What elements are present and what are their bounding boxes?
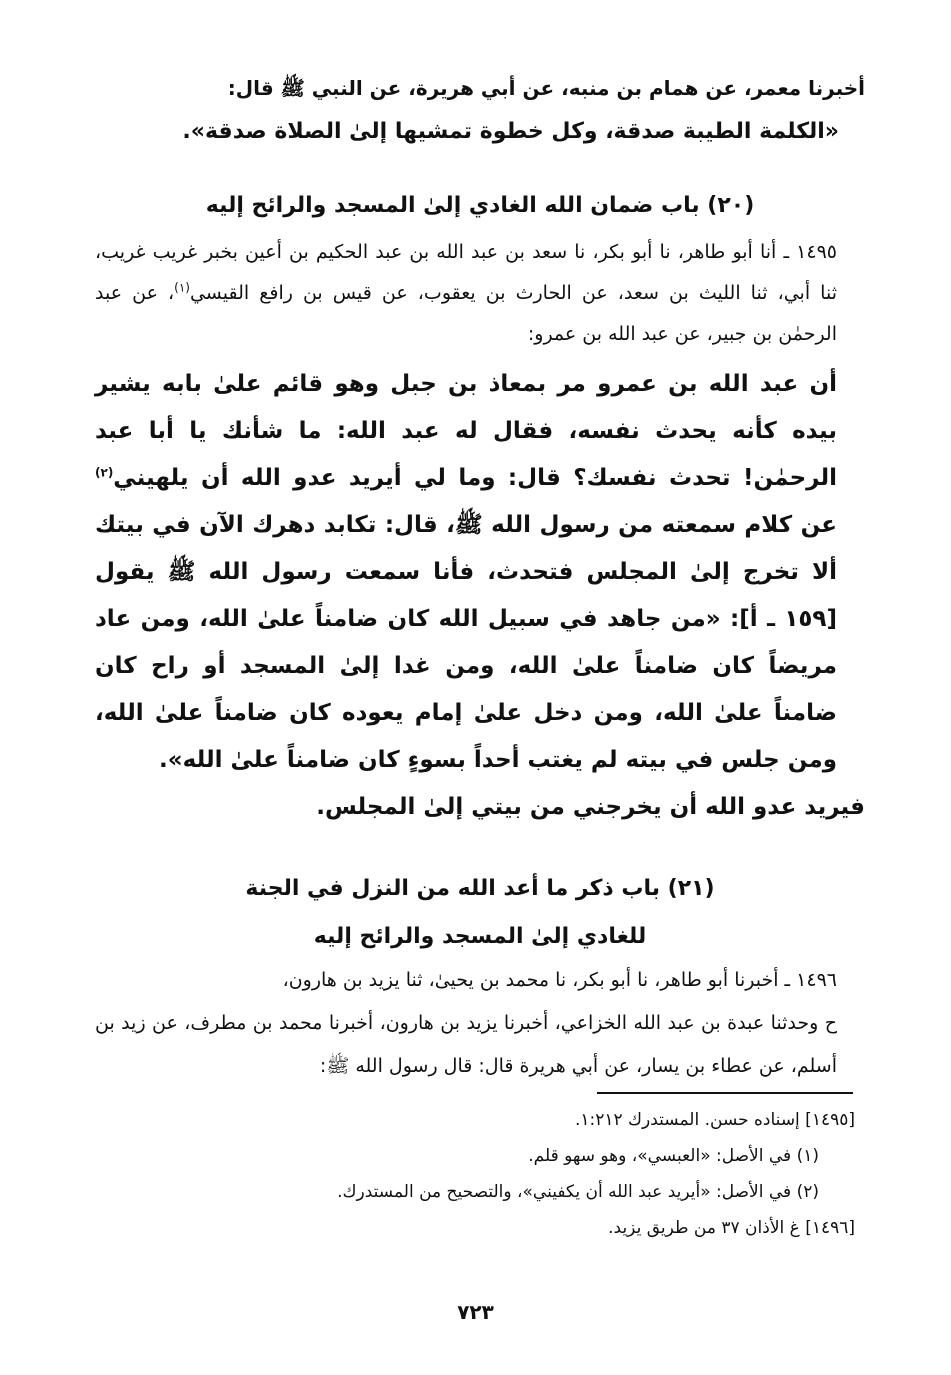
hadith-1495-isnad-text: ١٤٩٥ ـ أنا أبو طاهر، نا أبو بكر، نا سعد بن عبد الله بن عبد الحكيم بن أعين بخبر غريب غريب، ثنا أبي، ثنا الليث بن سعد، عن الحارث بن يعقوب، عن قيس بن رافع القيسي — [95, 241, 837, 304]
hadith-1495-isnad-end: ، عن عبد الرحمٰن بن جبير، عن عبد الله بن عمرو: — [95, 282, 837, 345]
footnotes — [95, 1102, 855, 1246]
chapter-21-heading-line1: (٢١) باب ذكر ما أعد الله من النزل في الجنة — [245, 876, 715, 901]
hadith-1496-isnad-line1: ١٤٩٦ ـ أخبرنا أبو طاهر، نا أبو بكر، نا محمد بن يحيىٰ، ثنا يزيد بن هارون، — [282, 969, 837, 991]
footnote-1495: [١٤٩٥] إسناده حسن. المستدرك ١:٢١٢. — [574, 1110, 855, 1130]
footnote-marker-2: (٢) — [95, 465, 114, 480]
footnote-1496: [١٤٩٦] غ الأذان ٣٧ من طريق يزيد. — [608, 1218, 855, 1238]
intro-hadith-text: «الكلمة الطيبة صدقة، وكل خطوة تمشيها إلىٰ الصلاة صدقة». — [182, 119, 839, 144]
footnote-2: (٢) في الأصل: «أيريد عبد الله أن يكفيني»، والتصحيح من المستدرك. — [337, 1182, 819, 1202]
footnote-divider — [597, 1092, 853, 1094]
main-text-column — [95, 66, 865, 1088]
chapter-21-heading-line2: للغادي إلىٰ المسجد والرائح إليه — [313, 924, 647, 949]
footnote-marker-1: (١) — [174, 280, 190, 295]
page-number: ٧٢٣ — [457, 1300, 494, 1324]
hadith-1495-matn-part1: أن عبد الله بن عمرو مر بمعاذ بن جبل وهو قائم علىٰ بابه يشير بيده كأنه يحدث نفسه، فقال له عبد الله: ما شأنك يا أبا عبد الرحمٰن! تحدث نفسك؟ قال: وما لي أيريد عدو الله أن يلهيني — [95, 371, 837, 491]
hadith-1496-isnad-line2: ح وحدثنا عبدة بن عبد الله الخزاعي، أخبرنا يزيد بن هارون، أخبرنا محمد بن مطرف، عن زيد بن أسلم، عن عطاء بن يسار، عن أبي هريرة قال: قال رسول الله ﷺ: — [95, 1012, 837, 1077]
chapter-20-heading: (٢٠) باب ضمان الله الغادي إلىٰ المسجد والرائح إليه — [205, 193, 755, 218]
footnote-1: (١) في الأصل: «العبسي»، وهو سهو قلم. — [528, 1146, 819, 1166]
hadith-1495-matn — [95, 361, 865, 784]
intro-isnad-line: أخبرنا معمر، عن همام بن منبه، عن أبي هريرة، عن النبي ﷺ قال: — [227, 76, 865, 100]
hadith-1495-isnad — [95, 232, 865, 355]
hadith-1495-matn-part2: عن كلام سمعته من رسول الله ﷺ، قال: تكابد دهرك الآن في بيتك ألا تخرج إلىٰ المجلس فتحدث، فأنا سمعت رسول الله ﷺ يقول [١٥٩ ـ أ]: «من جاهد في سبيل الله كان ضامناً علىٰ الله، ومن عاد مريضاً كان ضامناً علىٰ الله، ومن غدا إلىٰ المسجد أو راح كان ضامناً علىٰ الله، ومن دخل علىٰ إمام يعوده كان ضامناً علىٰ الله، ومن جلس في بيته لم يغتب أحداً بسوءٍ كان ضامناً علىٰ الله». — [95, 512, 837, 773]
hadith-1495-closing-line: فيريد عدو الله أن يخرجني من بيتي إلىٰ المجلس. — [316, 794, 865, 820]
